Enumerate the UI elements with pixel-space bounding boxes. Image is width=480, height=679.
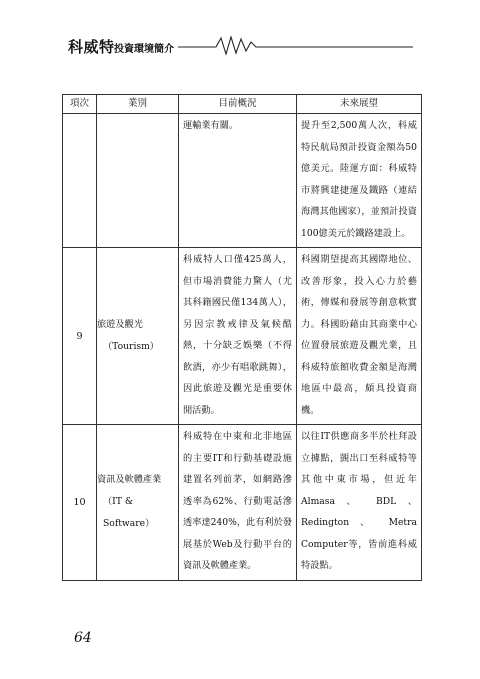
category-name: 資訊及軟體產業 xyxy=(97,474,162,486)
row-category xyxy=(97,248,179,425)
future-outlook-text: 提升至2,500萬人次，科威特民航局預計投資金額為50億美元。陸運方面：科威特市將興建捷運及鐵路（連結海灣其他國家），並預計投資100億美元於鐵路建設上。 xyxy=(301,120,417,239)
future-outlook-cell xyxy=(297,248,422,425)
row-number xyxy=(63,114,97,248)
future-outlook-text: 科國期望提高其國際地位、改善形象，投入心力於藝術，傳媒和發展等創意軟實力。科國盼藉由其商業中心位置發展旅遊及觀光業，且科威特旅館收費金額是海灣地區中最高，頗具投資商機。 xyxy=(301,254,417,416)
future-outlook-cell xyxy=(297,114,422,248)
current-status-cell xyxy=(179,425,297,581)
category-english: （IT & Software） xyxy=(103,496,155,530)
table-row xyxy=(63,425,422,581)
current-status-text: 科威特人口僅425萬人，但市場消費能力驚人（尤其科籍國民僅134萬人），另因宗教戒律及氣候酷熱，十分缺乏娛樂（不得飲酒，亦少有唱歌跳舞），因此旅遊及觀光是重要休閒活動。 xyxy=(183,254,292,416)
column-header: 目前概況 xyxy=(179,95,297,114)
future-outlook-text: 以往IT供應商多半於杜拜設立據點，覬出口至科威特等其他中東市場，但近年 Almasa 、 BDL 、Redington 、 Metra Computer等，皆前進科威特設點。 xyxy=(301,431,417,571)
column-header: 業別 xyxy=(97,95,179,114)
category-english: （Tourism） xyxy=(103,341,159,352)
row-number: 10 xyxy=(63,425,97,581)
running-header xyxy=(68,34,413,56)
column-header: 項次 xyxy=(63,95,97,114)
current-status-cell xyxy=(179,114,297,248)
table-row xyxy=(63,114,422,248)
header-subtitle: 投資環境簡介 xyxy=(114,44,174,55)
current-status-text: 科威特在中東和北非地區的主要IT和行動基礎設施建置名列前茅，如網路滲透率為62%、行動電話滲透率達240%，此有利於發展基於Web及行動平台的資訊及軟體產業。 xyxy=(183,431,292,571)
current-status-cell xyxy=(179,248,297,425)
column-header: 未來展望 xyxy=(297,95,422,114)
row-category xyxy=(97,114,179,248)
row-category xyxy=(97,425,179,581)
current-status-text: 運輸業有關。 xyxy=(183,120,239,131)
row-number: 9 xyxy=(63,248,97,425)
header-title: 科威特 xyxy=(68,38,115,56)
category-name: 旅遊及觀光 xyxy=(97,319,143,330)
investment-table xyxy=(62,94,422,581)
table-header-row xyxy=(63,95,422,114)
heartbeat-line-decoration xyxy=(178,34,413,56)
page-number: 64 xyxy=(74,630,92,646)
table-row xyxy=(63,248,422,425)
future-outlook-cell xyxy=(297,425,422,581)
